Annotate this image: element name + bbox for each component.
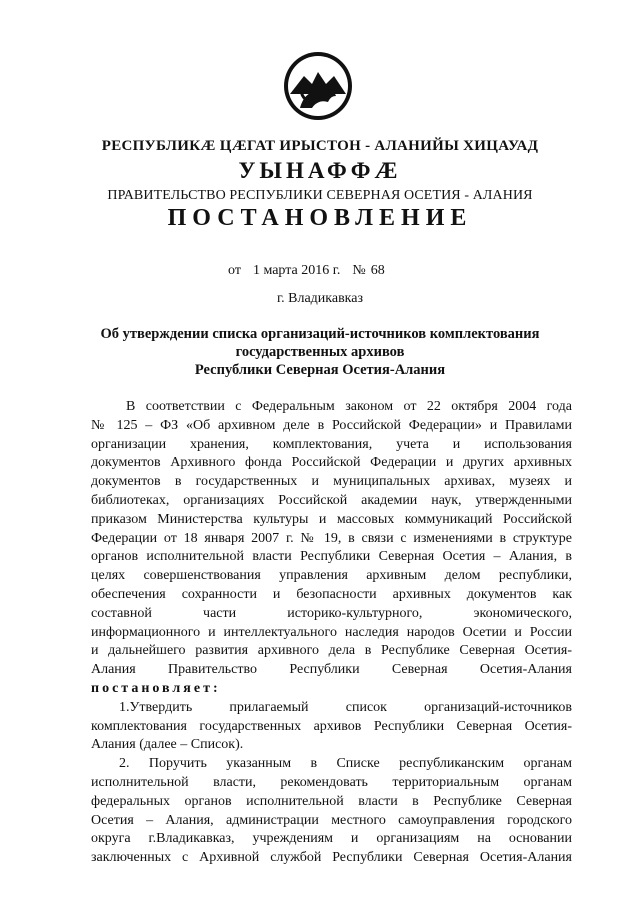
body-line: и дальнейшего развития архивного дела в Республике Северная Осетия- [91, 643, 572, 659]
coat-of-arms-emblem-icon [282, 50, 354, 122]
body-line: целях совершенствования управления архивным делом республики, [91, 568, 572, 584]
item2-line: Осетия – Алания, администрации местного самоуправления городского [91, 812, 572, 828]
title-line-3: Республики Северная Осетия-Алания [194, 362, 446, 378]
decree-date-number [228, 263, 385, 279]
decree-number: 68 [370, 263, 385, 278]
body-line: документов в государственных и муниципальных архивах, музеях и [91, 474, 572, 490]
body-line: органов исполнительной власти Республики Северная Осетия – Алания, в [91, 549, 572, 565]
header-ossetic-government: РЕСПУБЛИКÆ ЦÆГАТ ИРЫСТОН - АЛАНИЙЫ ХИЦАУАД [101, 138, 539, 154]
resolves-text: постановляет: [91, 680, 221, 696]
header-government-name: ПРАВИТЕЛЬСТВО РЕСПУБЛИКИ СЕВЕРНАЯ ОСЕТИЯ - АЛАНИЯ [107, 188, 533, 203]
body-line: информационного и интеллектуального наследия народов Осетии и России [91, 624, 572, 640]
item2-line: федеральных органов исполнительной власти в Республике Северная [91, 793, 572, 809]
body-line: обеспечения сохранности и безопасности архивных документов как [91, 586, 572, 602]
body-line: В соответствии с Федеральным законом от 22 октября 2004 года [126, 399, 572, 414]
header-decree-ossetic: УЫНАФФÆ [238, 158, 402, 183]
decree-body [91, 398, 572, 868]
number-label: № [352, 263, 366, 278]
header-decree-title: ПОСТАНОВЛЕНИЕ [167, 205, 473, 231]
city-name: г. Владикавказ [276, 291, 364, 306]
item2-line: округа г.Владикавказ, учреждениям и организациям на основании [91, 831, 572, 847]
from-label: от [228, 263, 241, 278]
item1-line: комплектования государственных архивов Республики Северная Осетия- [91, 718, 572, 734]
body-line: документов Архивного фонда Российской Федерации и других архивных [91, 455, 572, 471]
body-line: приказом Министерства культуры и массовых коммуникаций Российской [91, 511, 572, 527]
decree-date: 1 марта 2016 г. [252, 263, 341, 278]
item2-line: исполнительной власти, рекомендовать территориальным органам [91, 774, 572, 790]
body-line: № 125 – ФЗ «Об архивном деле в Российской Федерации» и Правилами [91, 417, 572, 433]
title-line-1: Об утверждении списка организаций-источников комплектования [100, 326, 540, 342]
item2-line: 2. Поручить указанным в Списке республиканским органам [119, 756, 572, 772]
body-line: организации хранения, комплектования, учета и использования [91, 436, 572, 452]
title-line-2: государственных архивов [235, 344, 405, 360]
body-line: Алания Правительство Республики Северная Осетия-Алания [91, 662, 572, 678]
item1-line: 1.Утвердить прилагаемый список организаций-источников [119, 699, 572, 715]
decree-subject-title [80, 325, 560, 379]
item1-line: Алания (далее – Список). [91, 737, 244, 753]
item2-line: заключенных с Архивной службой Республики Северная Осетия-Алания [91, 850, 572, 866]
resolves-label [91, 680, 572, 699]
body-line: составной части историко-культурного, экономического, [91, 605, 572, 621]
body-line: Федерации от 18 января 2007 г. № 19, в связи с изменениями в структуре [91, 530, 572, 546]
body-line: библиотеках, организациях Российской академии наук, утвержденными [91, 492, 572, 508]
